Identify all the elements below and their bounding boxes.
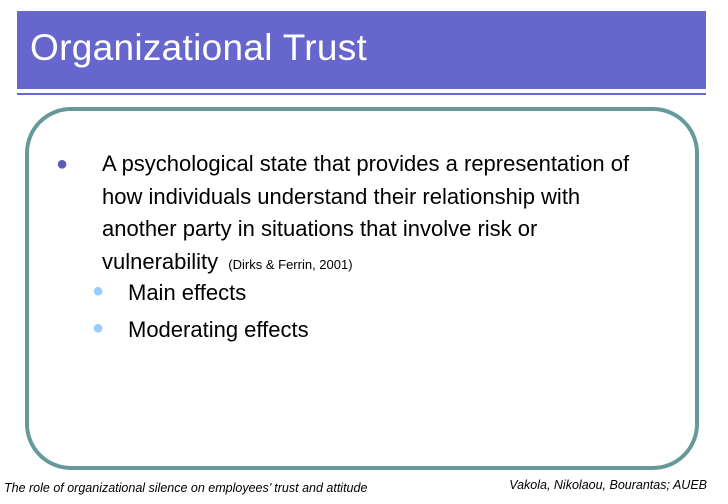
title-underline: [17, 93, 706, 95]
bullet-icon: ●: [92, 317, 105, 339]
sub-bullet-label: Moderating effects: [128, 317, 309, 342]
sub-bullet-main-effects: [92, 280, 247, 306]
sub-bullet-label: Main effects: [128, 280, 247, 305]
sub-bullet-moderating-effects: [92, 317, 309, 343]
main-bullet-text-block: [102, 148, 643, 281]
main-bullet-text: A psychological state that provides a representation of how individuals understand their relationship with another party in situations that involve risk or vulnerability: [102, 151, 630, 274]
citation: (Dirks & Ferrin, 2001): [228, 256, 353, 272]
bullet-icon: ●: [92, 280, 105, 302]
footer-left: The role of organizational silence on employees’ trust and attitude: [4, 481, 368, 495]
main-bullet: [56, 148, 643, 281]
footer-right: Vakola, Nikolaou, Bourantas; AUEB: [509, 478, 707, 492]
bullet-icon: ●: [56, 153, 69, 175]
slide-title: Organizational Trust: [30, 27, 368, 68]
